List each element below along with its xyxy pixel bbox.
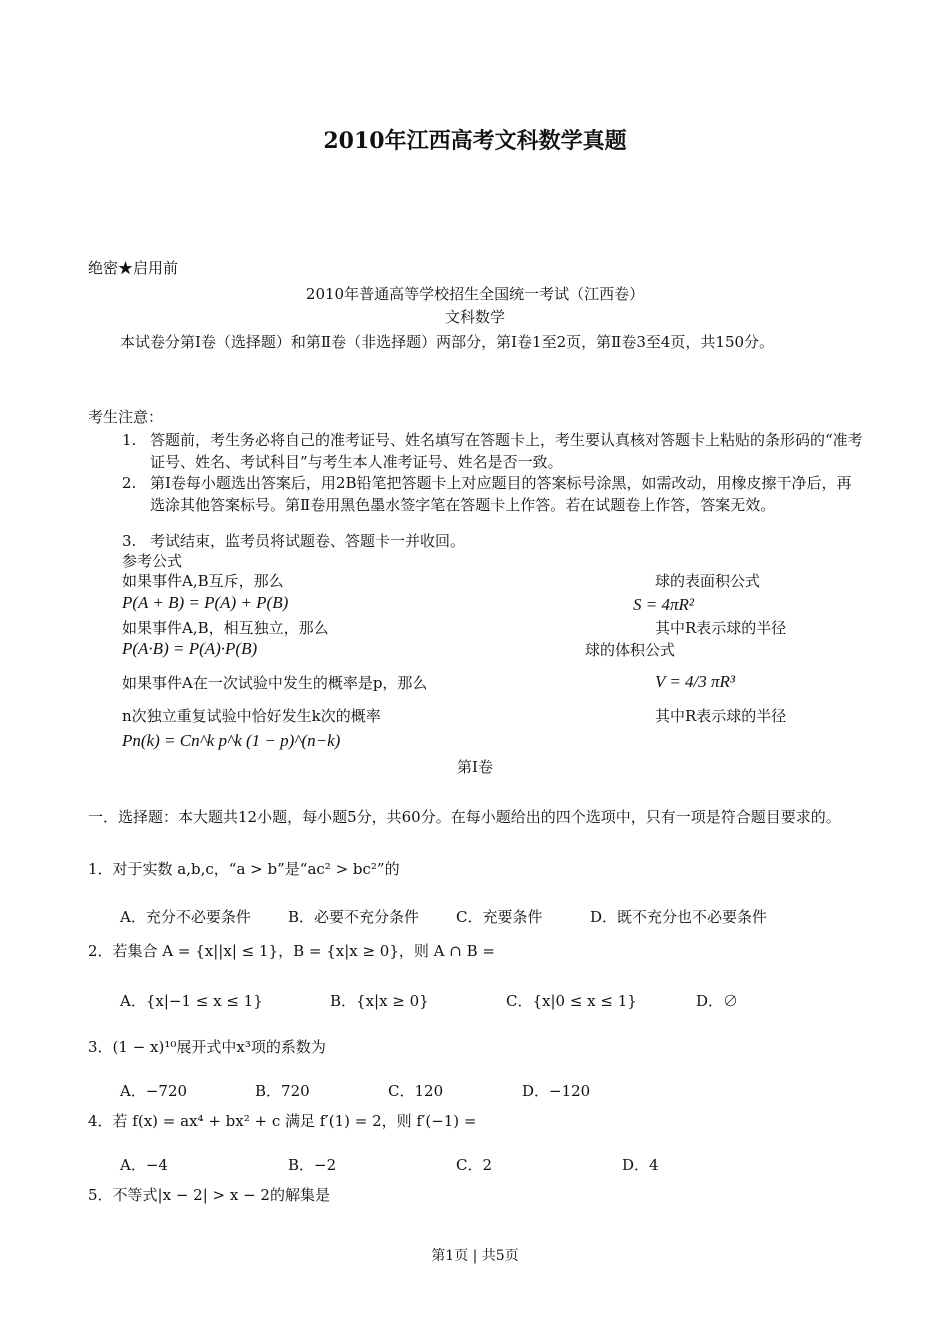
q1-option-b: B．必要不充分条件 — [288, 908, 420, 926]
q2-option-a: A．{x|−1 ≤ x ≤ 1} — [120, 992, 263, 1010]
formula-text-4: n次独立重复试验中恰好发生k次的概率 — [122, 707, 381, 725]
question-2-stem: 2．若集合 A = {x||x| ≤ 1}，B = {x|x ≥ 0}，则 A ∩ B = — [88, 942, 495, 960]
notice-heading: 考生注意： — [88, 408, 164, 426]
question-1-stem: 1．对于实数 a,b,c，“a > b”是“ac² > bc²”的 — [88, 860, 400, 878]
q4-option-d: D．4 — [622, 1156, 659, 1174]
q3-option-d: D．−120 — [522, 1082, 591, 1100]
question-3-stem: 3．(1 − x)¹⁰展开式中x³项的系数为 — [88, 1038, 326, 1056]
right-text-1: 球的表面积公式 — [655, 572, 761, 590]
q2-option-d: D．∅ — [696, 992, 739, 1010]
q1-option-c: C．充要条件 — [456, 908, 543, 926]
formula-text-1: 如果事件A,B互斥，那么 — [122, 572, 284, 590]
question-4-stem: 4．若 f(x) = ax⁴ + bx² + c 满足 f′(1) = 2，则 f′(−1) = — [88, 1112, 477, 1130]
right-formula-3: V = 4/3 πR³ — [655, 672, 736, 691]
formula-2: P(A·B) = P(A)·P(B) — [122, 639, 258, 658]
notice-1: 答题前，考生务必将自己的准考证号、姓名填写在答题卡上，考生要认真核对答题卡上粘贴的条形码的“准考证号、姓名、考试科目”与考生本人准考证号、姓名是否一致。 — [150, 431, 863, 471]
formula-1: P(A + B) = P(A) + P(B) — [122, 593, 289, 612]
q2-option-c: C．{x|0 ≤ x ≤ 1} — [506, 992, 637, 1010]
notice-num-1: 1. — [122, 431, 137, 449]
page-title: 2010年江西高考文科数学真题 — [323, 128, 627, 154]
q1-option-a: A．充分不必要条件 — [120, 908, 251, 926]
intro: 本试卷分第Ⅰ卷（选择题）和第Ⅱ卷（非选择题）两部分，第Ⅰ卷1至2页，第Ⅱ卷3至4页，共150分。 — [120, 333, 775, 351]
page-footer: 第1页 | 共5页 — [431, 1248, 519, 1264]
formula-4: Pn(k) = Cn^k p^k (1 − p)^(n−k) — [122, 731, 341, 750]
q4-option-a: A．−4 — [120, 1156, 168, 1174]
right-formula-1: S = 4πR² — [633, 595, 694, 614]
notice-num-3: 3. — [122, 532, 137, 550]
exam-name: 2010年普通高等学校招生全国统一考试（江西卷） — [305, 285, 645, 303]
notice-3: 考试结束，监考员将试题卷、答题卡一并收回。 — [150, 532, 466, 550]
right-text-4: 其中R表示球的半径 — [655, 707, 787, 725]
q4-option-b: B．−2 — [288, 1156, 337, 1174]
question-5-stem: 5．不等式|x − 2| > x − 2的解集是 — [88, 1186, 330, 1204]
q3-option-c: C．120 — [388, 1082, 444, 1100]
formula-text-3: 如果事件A在一次试验中发生的概率是p，那么 — [122, 674, 428, 692]
notice-2: 第Ⅰ卷每小题选出答案后，用2B铅笔把答题卡上对应题目的答案标号涂黑，如需改动，用橡皮擦干净后，再选涂其他答案标号。第Ⅱ卷用黑色墨水签字笔在答题卡上作答。若在试题卷上作答，答案无效。 — [150, 474, 852, 514]
formula-heading: 参考公式 — [122, 552, 183, 570]
notice-num-2: 2. — [122, 474, 137, 492]
subject: 文科数学 — [444, 308, 505, 326]
q3-option-b: B．720 — [255, 1082, 310, 1100]
q1-option-d: D．既不充分也不必要条件 — [590, 908, 768, 926]
section-instructions: 一．选择题：本大题共12小题，每小题5分，共60分。在每小题给出的四个选项中，只有一项是符合题目要求的。 — [88, 808, 841, 826]
q4-option-c: C．2 — [456, 1156, 493, 1174]
q2-option-b: B．{x|x ≥ 0} — [330, 992, 429, 1010]
right-text-3: 球的体积公式 — [585, 641, 676, 659]
secret-label: 绝密★启用前 — [88, 259, 179, 277]
right-text-2: 其中R表示球的半径 — [655, 619, 787, 637]
section-title: 第Ⅰ卷 — [457, 758, 493, 776]
formula-text-2: 如果事件A,B，相互独立，那么 — [122, 619, 329, 637]
q3-option-a: A．−720 — [120, 1082, 188, 1100]
